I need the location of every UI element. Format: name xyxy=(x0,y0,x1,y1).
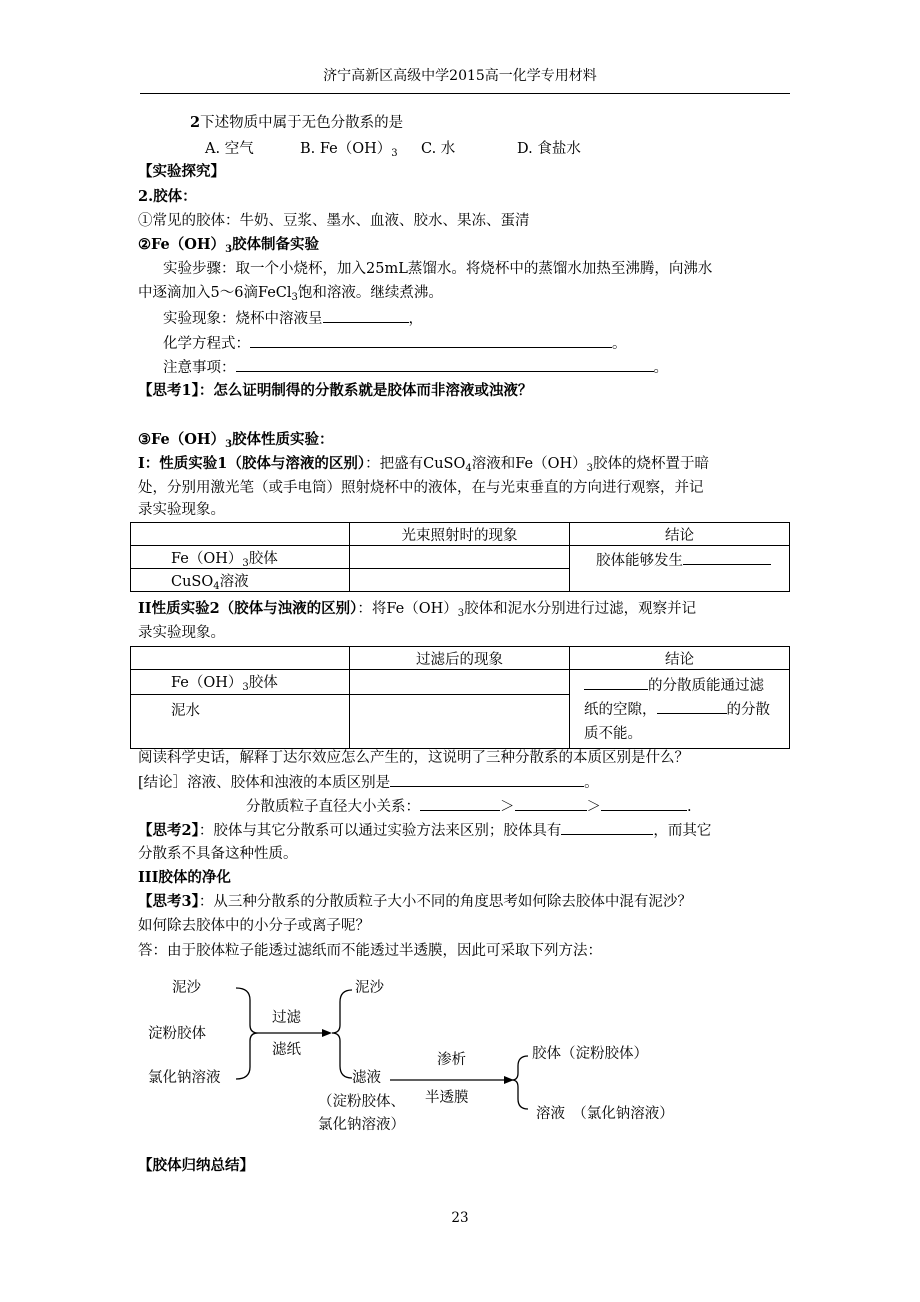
property-heading-sub: 3 xyxy=(225,439,233,450)
flow-step-dialysis: 渗析 xyxy=(437,1052,466,1068)
option-c: C. 水 xyxy=(421,141,456,157)
filter-conclusion-line-3: 质不能。 xyxy=(584,726,642,742)
filter-row-colloid-text: Fe（OH） xyxy=(171,675,243,692)
exp2-sub: 3 xyxy=(457,608,465,619)
think-1-tag: 【思考1】 xyxy=(138,382,199,399)
flow-input-nacl: 氯化钠溶液 xyxy=(148,1070,221,1086)
row-solution-post: 溶液 xyxy=(219,573,249,590)
flow-step-filter-paper: 滤纸 xyxy=(272,1042,301,1058)
exp1-line-3: 录实验现象。 xyxy=(138,502,225,518)
table-filter-header-conclusion: 结论 xyxy=(570,647,790,670)
filter-row-colloid-sub: 3 xyxy=(242,682,249,694)
output-brace xyxy=(332,990,352,1078)
row-colloid-post: 胶体 xyxy=(248,550,278,567)
table-light-header-phenomenon: 光束照射时的现象 xyxy=(350,523,570,546)
size-label: 分散质粒子直径大小关系： xyxy=(246,799,420,815)
think-3-tag: 【思考3】 xyxy=(138,893,199,910)
property-heading-post: 胶体性质实验： xyxy=(232,431,334,448)
row-solution-text: CuSO xyxy=(171,573,214,590)
flow-input-starch: 淀粉胶体 xyxy=(148,1026,206,1042)
input-brace xyxy=(236,988,258,1079)
think-2-b: ，而其它 xyxy=(653,823,712,839)
exp1-c: 胶体的烧杯置于暗 xyxy=(593,456,710,472)
page-number: 23 xyxy=(451,1210,469,1226)
exp2-line-2: 录实验现象。 xyxy=(138,625,225,641)
flow-output-filtrate: 滤液 xyxy=(352,1070,381,1086)
exp1-line-2: 处，分别用激光笔（或手电筒）照射烧杯中的液体，在与光束垂直的方向进行观察，并记 xyxy=(138,480,704,496)
flow-output-note-2: 氯化钠溶液） xyxy=(318,1117,405,1133)
option-b-text: B. Fe（OH） xyxy=(300,141,392,157)
steps-line-1: 实验步骤：取一个小烧杯，加入25mL蒸馏水。将烧杯中的蒸馏水加热至沸腾，向沸水 xyxy=(163,261,713,277)
question-stem: 下述物质中属于无色分散系的是 xyxy=(200,115,404,131)
option-d: D. 食盐水 xyxy=(517,141,581,157)
row-solution-sub: 4 xyxy=(213,580,220,592)
table-filter-header-phenomenon: 过滤后的现象 xyxy=(350,647,570,670)
conclusion-end: 。 xyxy=(584,775,599,791)
option-a: A. 空气 xyxy=(205,141,254,157)
size-end: . xyxy=(687,799,692,815)
think-1-text: ：怎么证明制得的分散系就是胶体而非溶液或浊液？ xyxy=(198,382,533,399)
flow-input-mud: 泥沙 xyxy=(172,980,201,996)
summary-heading: 【胶体归纳总结】 xyxy=(138,1157,254,1174)
property-heading-text: ③Fe（OH） xyxy=(138,431,226,448)
answer-line: 答：由于胶体粒子能透过滤纸而不能透过半透膜，因此可采取下列方法： xyxy=(138,943,602,959)
prep-heading-text: ②Fe（OH） xyxy=(138,236,226,253)
page-header: 济宁高新区高级中学2015高一化学专用材料 xyxy=(323,68,597,84)
notice-label: 注意事项： xyxy=(163,360,236,376)
filter-conclusion-2b: 的分散 xyxy=(726,702,770,718)
table-light-header-conclusion: 结论 xyxy=(570,523,790,546)
flow-result-colloid: 胶体（淀粉胶体） xyxy=(532,1046,648,1062)
exp2-tag: II性质实验2（胶体与浊液的区别） xyxy=(138,600,358,617)
think-2-line-2: 分散系不具备这种性质。 xyxy=(138,846,298,862)
table-filter-row-mud: 泥水 xyxy=(131,694,350,748)
conclusion-label: [结论］溶液、胶体和浊液的本质区别是 xyxy=(138,775,391,791)
steps-line-2a: 中逐滴加入5～6滴FeCl xyxy=(138,285,292,301)
section-colloid: 2.胶体： xyxy=(138,188,197,205)
exp2-b: 胶体和泥水分别进行过滤，观察并记 xyxy=(464,601,697,617)
filter-row-colloid-post: 胶体 xyxy=(248,675,278,692)
gt-1: ＞ xyxy=(500,799,515,815)
read-line: 阅读科学史话，解释丁达尔效应怎么产生的，这说明了三种分散系的本质区别是什么？ xyxy=(138,750,689,766)
table-light-conclusion-text: 胶体能够发生 xyxy=(596,553,683,569)
notice-end: 。 xyxy=(653,360,668,376)
flow-result-solution: 溶液 （氯化钠溶液） xyxy=(536,1106,674,1122)
flow-output-note-1: （淀粉胶体、 xyxy=(318,1094,405,1110)
exp1-tag: I：性质实验1（胶体与溶液的区别） xyxy=(138,455,366,472)
question-number: 2 xyxy=(190,114,201,131)
prep-heading-sub: 3 xyxy=(225,244,233,255)
think-3-a: ：从三种分散系的分散质粒子大小不同的角度思考如何除去胶体中混有泥沙？ xyxy=(198,894,692,910)
gt-2: ＞ xyxy=(586,799,601,815)
filter-arrowhead xyxy=(322,1029,332,1037)
purify-heading: III胶体的净化 xyxy=(138,869,231,886)
dialysis-arrowhead xyxy=(504,1076,514,1084)
exp1-b: 溶液和Fe（OH） xyxy=(471,456,587,472)
think-3-line-2: 如何除去胶体中的小分子或离子呢？ xyxy=(138,918,370,934)
phenomenon-end: ， xyxy=(408,311,423,327)
equation-end: 。 xyxy=(612,336,627,352)
steps-line-2-sub: 3 xyxy=(291,292,298,303)
flow-step-filter: 过滤 xyxy=(272,1010,301,1026)
exp1-a: ：把盛有CuSO xyxy=(365,456,466,472)
section-explore: 【实验探究】 xyxy=(138,163,225,180)
flow-step-membrane: 半透膜 xyxy=(425,1090,469,1106)
row-colloid-text: Fe（OH） xyxy=(171,550,243,567)
exp1-sub2: 3 xyxy=(586,463,594,474)
think-2-tag: 【思考2】 xyxy=(138,822,199,839)
exp1-sub1: 4 xyxy=(465,463,472,474)
phenomenon-label: 实验现象：烧杯中溶液呈 xyxy=(163,311,323,327)
flow-output-mud: 泥沙 xyxy=(355,980,384,996)
exp2-a: ：将Fe（OH） xyxy=(357,601,458,617)
option-b-sub: 3 xyxy=(391,148,398,159)
result-brace xyxy=(512,1056,528,1109)
think-2-a: ：胶体与其它分散系可以通过实验方法来区别；胶体具有 xyxy=(198,823,562,839)
common-colloids: ①常见的胶体：牛奶、豆浆、墨水、血液、胶水、果冻、蛋清 xyxy=(138,213,530,229)
filter-conclusion-1: 的分散质能通过滤 xyxy=(648,678,764,694)
steps-line-2b: 饱和溶液。继续煮沸。 xyxy=(297,285,443,301)
equation-label: 化学方程式： xyxy=(163,336,250,352)
row-colloid-sub: 3 xyxy=(242,557,249,569)
prep-heading-post: 胶体制备实验 xyxy=(232,236,320,253)
filter-conclusion-2a: 纸的空隙， xyxy=(584,702,657,718)
